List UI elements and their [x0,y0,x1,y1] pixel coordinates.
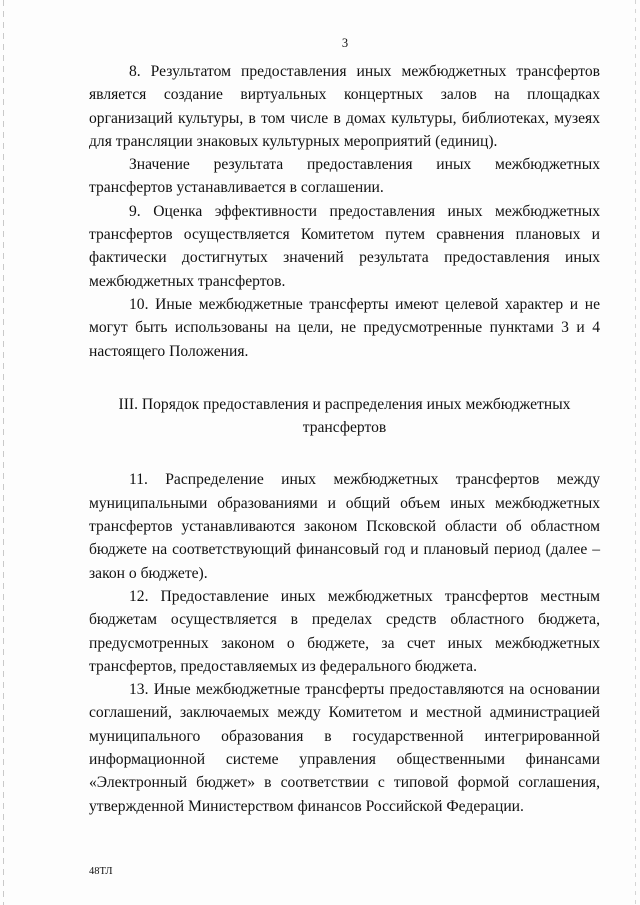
paragraph-10: 10. Иные межбюджетные трансферты имеют целевой характер и не могут быть использованы на цели, не предусмотренные пунктами 3 и 4 настоящего Положения. [89,295,600,360]
paragraph-11: 11. Распределение иных межбюджетных трансфертов между муниципальными образованиями и общий объем иных межбюджетных трансфертов устанавливаются законом Псковской области об областном бюджете на соответствующий финансовый год и плановый период (далее – закон о бюджете). [89,471,600,582]
section-heading [89,393,600,440]
paragraph-13: 13. Иные межбюджетные трансферты предоставляются на основании соглашений, заключаемых между Комитетом и местной администрацией муниципального образования в государственной интегрированной информационной системе управления общественными финансами «Электронный бюджет» в соответствии с типовой формой соглашения, утвержденной Министерством финансов Российской Федерации. [89,681,600,815]
paragraph-8: 8. Результатом предоставления иных межбюджетных трансфертов является создание виртуальных концертных залов на площадках организаций культуры, в том числе в домах культуры, библиотеках, музеях для трансляции знаковых культурных мероприятий (единиц). [89,63,600,150]
page-number: 3 [341,36,349,50]
footer-code: 48ТЛ [89,866,113,877]
section-heading-line-2: трансфертов [302,419,387,437]
scan-edge-right [635,0,636,905]
paragraph-9: 9. Оценка эффективности предоставления иных межбюджетных трансфертов осуществляется Комитетом путем сравнения плановых и фактически достигнутых значений результата предоставления иных межбюджетных трансфертов. [89,202,600,290]
document-body [89,60,600,818]
paragraph-12: 12. Предоставление иных межбюджетных трансфертов местным бюджетам осуществляется в пределах средств областного бюджета, предусмотренных законом о бюджете, за счет иных межбюджетных трансфертов, предоставляемых из федерального бюджета. [89,587,600,675]
paragraph-8-value: Значение результата предоставления иных межбюджетных трансфертов устанавливается в соглашении. [89,156,600,197]
section-heading-line-1: III. Порядок предоставления и распределения иных межбюджетных [118,395,571,413]
scan-edge-left [3,0,4,905]
